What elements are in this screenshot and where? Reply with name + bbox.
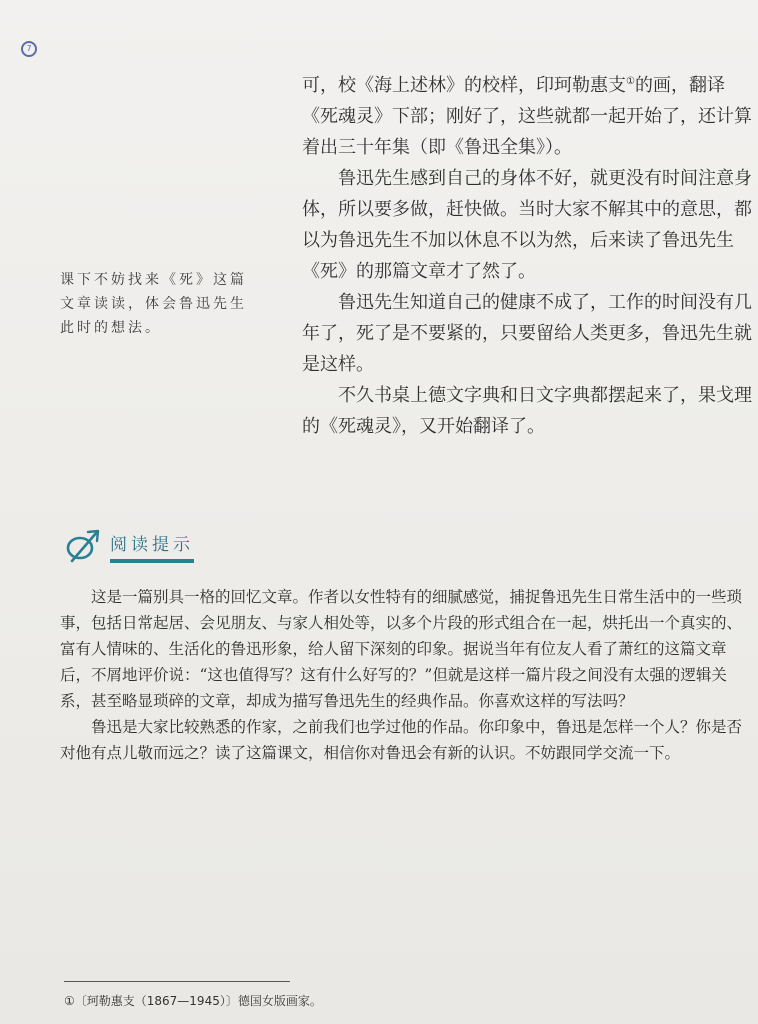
main-paragraph-3: 鲁迅先生知道自己的健康不成了，工作的时间没有几年了，死了是不要紧的，只要留给人类更多，鲁迅先生就是这样。 — [302, 292, 752, 375]
reading-tip-paragraph-1: 这是一篇别具一格的回忆文章。作者以女性特有的细腻感觉，捕捉鲁迅先生日常生活中的一些琐事，包括日常起居、会见朋友、与家人相处等，以多个片段的形式组合在一起，烘托出一个真实的、富有人情味的、生活化的鲁迅形象，给人留下深刻的印象。据说当年有位友人看了萧红的这篇文章后，不屑地评价说：“这也值得写？这有什么好写的？”但就是这样一篇片段之间没有太强的逻辑关系，甚至略显琐碎的文章，却成为描写鲁迅先生的经典作品。你喜欢这样的写法吗？ — [60, 588, 743, 710]
footnote-divider — [64, 981, 290, 982]
footnote-marker: ① — [626, 76, 635, 87]
main-text — [302, 70, 752, 442]
main-paragraph-1: 可，校《海上述林》的校样，印珂勒惠支①的画，翻译《死魂灵》下部；刚好了，这些就都一起开始了，还计算着出三十年集（即《鲁迅全集》）。 — [302, 75, 752, 158]
footnote: ①〔珂勒惠支（1867—1945）〕德国女版画家。 — [64, 994, 322, 1008]
reading-tip-text — [60, 584, 750, 766]
main-paragraph-4: 不久书桌上德文字典和日文字典都摆起来了，果戈理的《死魂灵》，又开始翻译了。 — [302, 385, 752, 437]
reading-tip-title: 阅读提示 — [110, 530, 194, 563]
page-number: 7 — [21, 41, 37, 57]
reading-tip-paragraph-2: 鲁迅是大家比较熟悉的作家，之前我们也学过他的作品。你印象中，鲁迅是怎样一个人？你是否对他有点儿敬而远之？读了这篇课文，相信你对鲁迅会有新的认识。不妨跟同学交流一下。 — [60, 718, 743, 762]
side-note: 课下不妨找来《死》这篇文章读读，体会鲁迅先生此时的想法。 — [60, 272, 247, 336]
reading-tip-header — [64, 526, 194, 566]
main-paragraph-2: 鲁迅先生感到自己的身体不好，就更没有时间注意身体，所以要多做，赶快做。当时大家不解其中的意思，都以为鲁迅先生不加以休息不以为然，后来读了鲁迅先生《死》的那篇文章才了然了。 — [302, 168, 752, 282]
reading-tip-icon — [64, 528, 102, 564]
